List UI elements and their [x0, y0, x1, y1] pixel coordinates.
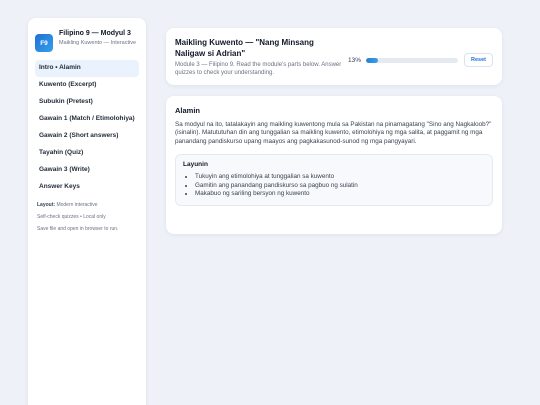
sidebar-item-kuwento[interactable]: Kuwento (Excerpt): [39, 81, 97, 88]
brand-header: [35, 28, 139, 52]
page-description: Module 3 — Filipino 9. Read the module's parts below. Answer quizzes to check your understanding.: [175, 62, 342, 76]
objective-item: • Gamitin ang panandang pandiskurso sa pagbuo ng sulatin: [195, 182, 485, 191]
layout-value: Modern interactive: [56, 201, 98, 208]
header-card: [166, 28, 502, 85]
page-title: Maikling Kuwento — "Nang Minsang Naligaw si Adrian": [175, 38, 314, 58]
course-title: Filipino 9 — Modyul 3: [59, 30, 131, 37]
section-paragraph: Sa modyul na ito, tatalakayin ang maikling kuwentong mula sa Pakistan na pinamagatang "Sino ang Nagkaloob?" (isinalin). Matututuhan din ang tunggalian sa maikling kuwento, etimolohiya ng mga salita, at paggamit ng mga panandang pandiskurso upang maayos ang pagkakasunod-sunod ng mga pangyayari.: [175, 121, 492, 145]
course-logo-icon: F9: [35, 34, 53, 52]
alamin-card: [166, 96, 502, 234]
sidebar-item-gawain-2[interactable]: Gawain 2 (Short answers): [39, 132, 119, 139]
footer-note-quizzes: Self-check quizzes • Local only: [37, 213, 106, 220]
reset-button[interactable]: Reset: [464, 53, 493, 67]
sidebar-footer: [35, 202, 139, 233]
objectives-box: [175, 154, 493, 206]
sidebar-item-gawain-1[interactable]: Gawain 1 (Match / Etimolohiya): [39, 115, 135, 122]
sidebar-item-intro-alamin[interactable]: Intro • Alamin: [35, 60, 139, 77]
progress-bar-fill: [366, 58, 378, 63]
sidebar-item-gawain-3[interactable]: Gawain 3 (Write): [39, 166, 90, 173]
main-content: [166, 28, 502, 234]
progress-percent: 13%: [348, 56, 362, 64]
sidebar-item-tayahin[interactable]: Tayahin (Quiz): [39, 149, 84, 156]
sidebar-nav: [35, 60, 139, 196]
progress-area: [348, 53, 493, 67]
objective-item: • Tukuyin ang etimolohiya at tunggalian sa kuwento: [195, 173, 485, 182]
sidebar-item-subukin[interactable]: Subukin (Pretest): [39, 98, 93, 105]
sidebar-item-answer-keys[interactable]: Answer Keys: [39, 183, 80, 190]
layout-label: Layout:: [37, 201, 56, 208]
objectives-list: [183, 173, 485, 199]
course-subtitle: Maikling Kuwento — Interactive: [59, 40, 137, 46]
objectives-title: Layunin: [183, 161, 208, 169]
section-title: Alamin: [175, 106, 201, 115]
sidebar: [28, 18, 146, 405]
footer-note-save: Save file and open in browser to run.: [37, 225, 119, 232]
progress-bar: [366, 58, 458, 63]
objective-item: • Makabuo ng sariling bersyon ng kuwento: [195, 190, 485, 199]
